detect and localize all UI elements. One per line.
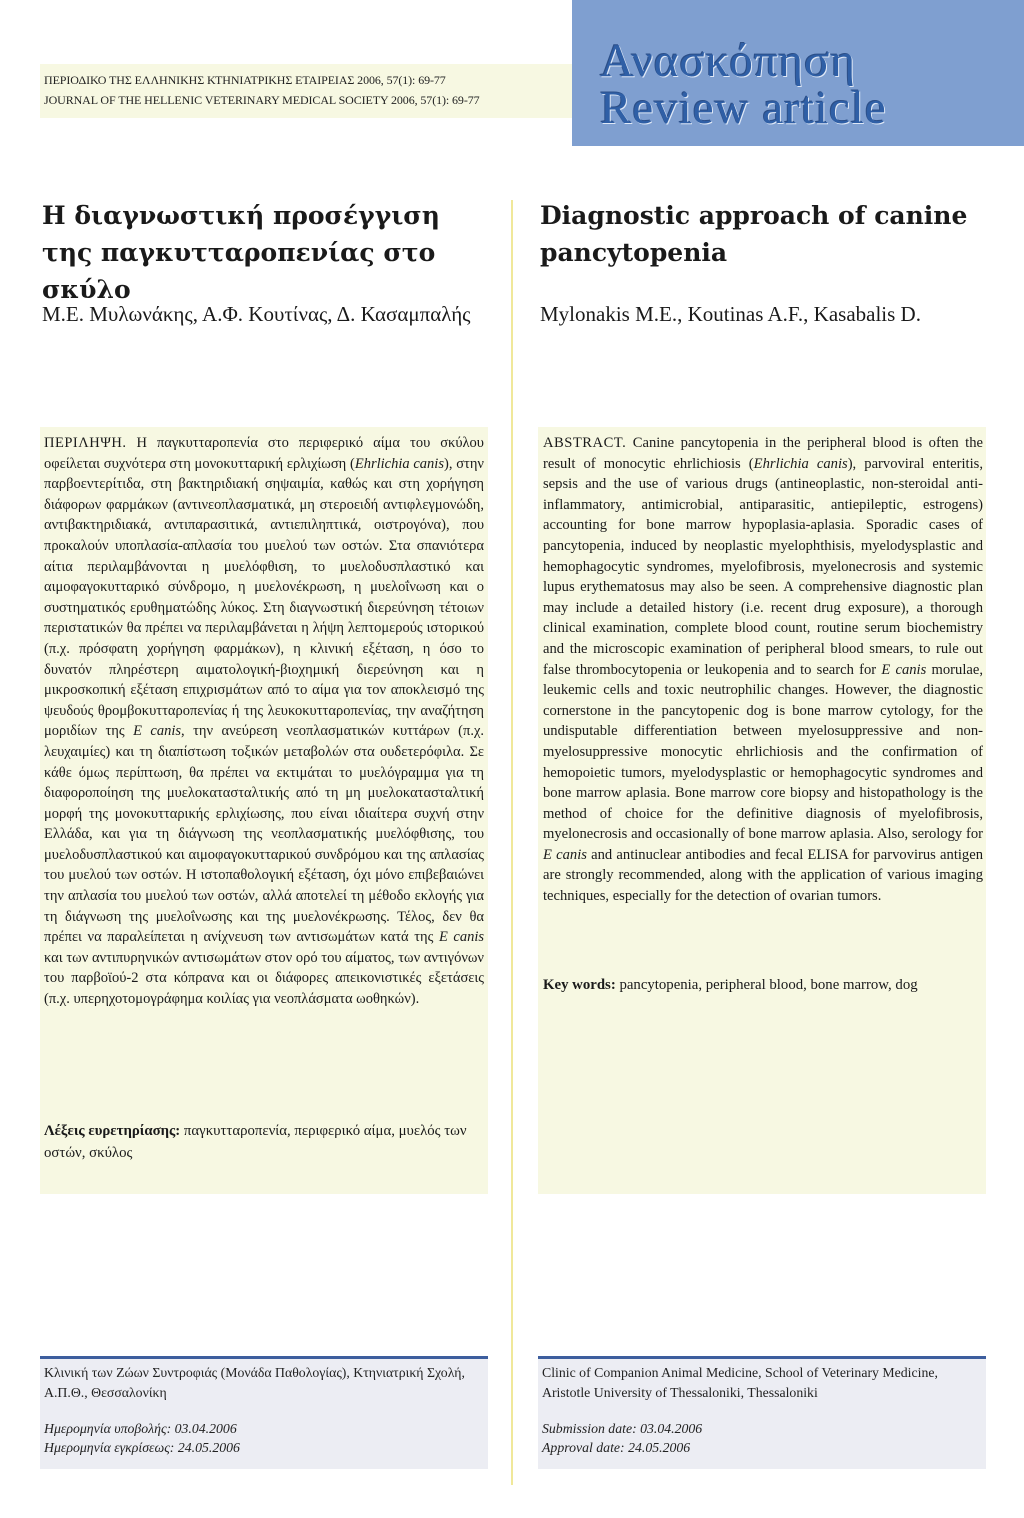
keywords-list-english: pancytopenia, peripheral blood, bone marrow, dog [615, 977, 918, 993]
species-name: E canis [881, 661, 927, 678]
keywords-greek [44, 1120, 484, 1164]
species-name: E canis [133, 723, 182, 740]
keywords-english [543, 974, 983, 996]
dates-greek [44, 1419, 240, 1457]
title-english: Diagnostic approach of canine pancytopenia [540, 201, 968, 267]
submission-date-english: Submission date: 03.04.2006 [542, 1421, 703, 1436]
keywords-list-greek: παγκυτταροπενία, περιφερικό αίμα, μυελός των οστών, σκύλος [44, 1123, 467, 1161]
affiliation-english: Clinic of Companion Animal Medicine, School of Veterinary Medicine, Aristotle University of Thessaloniki, Thessaloniki [542, 1365, 938, 1400]
keywords-label-english: Key words: [543, 977, 616, 993]
article-type-english: Review article [600, 82, 887, 134]
abstract-greek-part4: και των αντιπυρηνικών αντισωμάτων στον ορό του αίματος, των αντιγόνων του παρβοϊού-2 στα κόπρανα και οι διάφορες απεικονιστικές εξετάσεις (π.χ. υπερηχοτομογράφημα κοιλίας για νεοπλάσματα ωοθηκών). [44, 949, 484, 1008]
submission-date-greek: Ημερομηνία υποβολής: 03.04.2006 [44, 1421, 237, 1436]
article-type-greek: Ανασκόπηση [600, 35, 857, 87]
journal-citation-english: JOURNAL OF THE HELLENIC VETERINARY MEDICAL SOCIETY 2006, 57(1): 69-77 [44, 93, 480, 107]
species-name: Ehrlichia canis [753, 455, 848, 472]
column-divider [511, 200, 513, 1485]
abstract-greek-part3: , την ανεύρεση νεοπλασματικών κυττάρων (π.χ. λευχαιμίες) και τη διαπίστωση τοξικών μεταβολών στα ουδετερόφιλα. Σε κάθε όμως περίπτωση, θα πρέπει να εκτιμάται το μυελόγραμμα για τη διαφοροποίηση της μυελοκατασταλτικής από τη μη μυελοκατασταλτική μορφή της μονοκυτταρικής ερλιχίωσης, που είναι ιδιαίτερα συχνή στην Ελλάδα, και για τη διάγνωση της νεοπλασματικής μυελόφθισης, του μυελοδυσπλαστικού και αιμοφαγοκυτταρικού συνδρόμου και της απλασίας του μυελού των οστών. Η ιστοπαθολογική εξέταση, όχι μόνο επιβεβαιώνει την απλασία του μυελού των οστών, αλλά αποτελεί τη μέθοδο εκλογής για τη διάγνωση της μυελοΐνωσης και της μυελονέκρωσης. Τέλος, δεν θα πρέπει να παραλείπεται η ανίχνευση των αντισωμάτων κατά της [44, 723, 485, 946]
abstract-english [543, 433, 983, 907]
species-name: E canis [543, 846, 587, 863]
journal-citation-greek: ΠΕΡΙΟΔΙΚΟ ΤΗΣ ΕΛΛΗΝΙΚΗΣ ΚΤΗΝΙΑΤΡΙΚΗΣ ΕΤΑΙΡΕΙΑΣ 2006, 57(1): 69-77 [44, 73, 446, 87]
abstract-english-part4: and antinuclear antibodies and fecal ELISA for parvovirus antigen are strongly recommended, along with the application of various imaging techniques, especially for the detection of ovarian tumors. [543, 846, 984, 905]
approval-date-english: Approval date: 24.05.2006 [542, 1440, 691, 1455]
species-name: E canis [438, 929, 484, 946]
approval-date-greek: Ημερομηνία εγκρίσεως: 24.05.2006 [44, 1440, 240, 1455]
species-name: Ehrlichia canis [354, 455, 444, 472]
authors-greek: Μ.Ε. Μυλωνάκης, Α.Φ. Κουτίνας, Δ. Κασαμπαλής [42, 302, 471, 326]
affiliation-greek: Κλινική των Ζώων Συντροφιάς (Μονάδα Παθολογίας), Κτηνιατρική Σχολή, Α.Π.Θ., Θεσσαλονίκη [44, 1365, 465, 1400]
authors-english: Mylonakis M.E., Koutinas A.F., Kasabalis D. [540, 302, 921, 326]
abstract-greek-part2: ), στην παρβοεντερίτιδα, στη βακτηριδιακή σηψαιμία, καθώς και στη χορήγηση διάφορων φαρμάκων (αντινεοπλασματικά, μη στεροειδή αντιφλεγμονώδη, αντιβακτηριδιακά, αντιπαρασιτικά, αντιεπιληπτικά, οιστρογόνα), που προκαλούν υποπλασία-απλασία του μυελού των οστών. Στα σπανιότερα αίτια περιλαμβάνονται η μυελόφθιση, το μυελοδυσπλαστικό και αιμοφαγοκυτταρικό σύνδρομο, η μυελονέκρωση, η μυελοΐνωση και ο συστηματικός ερυθηματώδης λύκος. Στη διαγνωστική διερεύνηση τέτοιων περιστατικών θα πρέπει να περιλαμβάνεται η λήψη λεπτομερούς ιστορικού (π.χ. πρόσφατη χορήγηση φαρμάκων), η κλινική εξέταση, η όσο το δυνατόν πληρέστερη αιματολογική-βιοχημική διερεύνηση και η μικροσκοπική εξέταση επιχρισμάτων από το αίμα για τον αποκλεισμό της ψευδούς θρομβοκυτταροπενίας ή της λευκοκυτταροπενίας, την αναζήτηση μοριδίων της [44, 455, 484, 740]
keywords-label-greek: Λέξεις ευρετηρίασης: [44, 1123, 181, 1139]
abstract-greek [44, 433, 484, 1010]
abstract-english-part2: ), parvoviral enteritis, sepsis and the use of various drugs (antineoplastic, non-steroidal anti-inflammatory, antimicrobial, antiparasitic, antiepileptic, estrogens) accounting for bone marrow hypoplasia-aplasia. Sporadic cases of pancytopenia, induced by neoplastic myelophthisis, myelodysplastic and hemophagocytic syndromes, myelofibrosis, myelonecrosis and systemic lupus erythematosus may also be seen. A comprehensive diagnostic plan may include a detailed history (i.e. recent drug exposure), a thorough clinical examination, complete blood count, routine serum biochemistry and the microscopic examination of peripheral blood smears, to rule out false thrombocytopenia or leukopenia and to search for [543, 455, 983, 678]
title-greek: Η διαγνωστική προσέγγιση της παγκυτταροπενίας στο σκύλο [42, 201, 440, 304]
abstract-english-part3: morulae, leukemic cells and toxic neutrophilic changes. However, the diagnostic cornerstone in the pancytopenic dog is bone marrow cytology, for the undisputable differentiation between myelosuppressive and non-myelosuppressive monocytic ehrlichiosis and the confirmation of hemopoietic tumors, myelodysplastic or hemophagocytic syndromes and bone marrow aplasia. Bone marrow core biopsy and histopathology is the method of choice for the definitive diagnosis of myelofibrosis, myelonecrosis and occasionally of bone marrow aplasia. Also, serology for [543, 661, 983, 843]
abstract-greek-part1: Η παγκυτταροπενία στο περιφερικό αίμα του σκύλου οφείλεται συχνότερα στη μονοκυτταρική ερλιχίωση ( [44, 435, 484, 472]
dates-english [542, 1419, 702, 1457]
abstract-english-part1: Canine pancytopenia in the peripheral blood is often the result of monocytic ehrlichiosis ( [543, 435, 983, 472]
abstract-label-greek: ΠΕΡΙΛΗΨΗ. [44, 435, 127, 451]
abstract-label-english: ABSTRACT. [543, 435, 627, 451]
